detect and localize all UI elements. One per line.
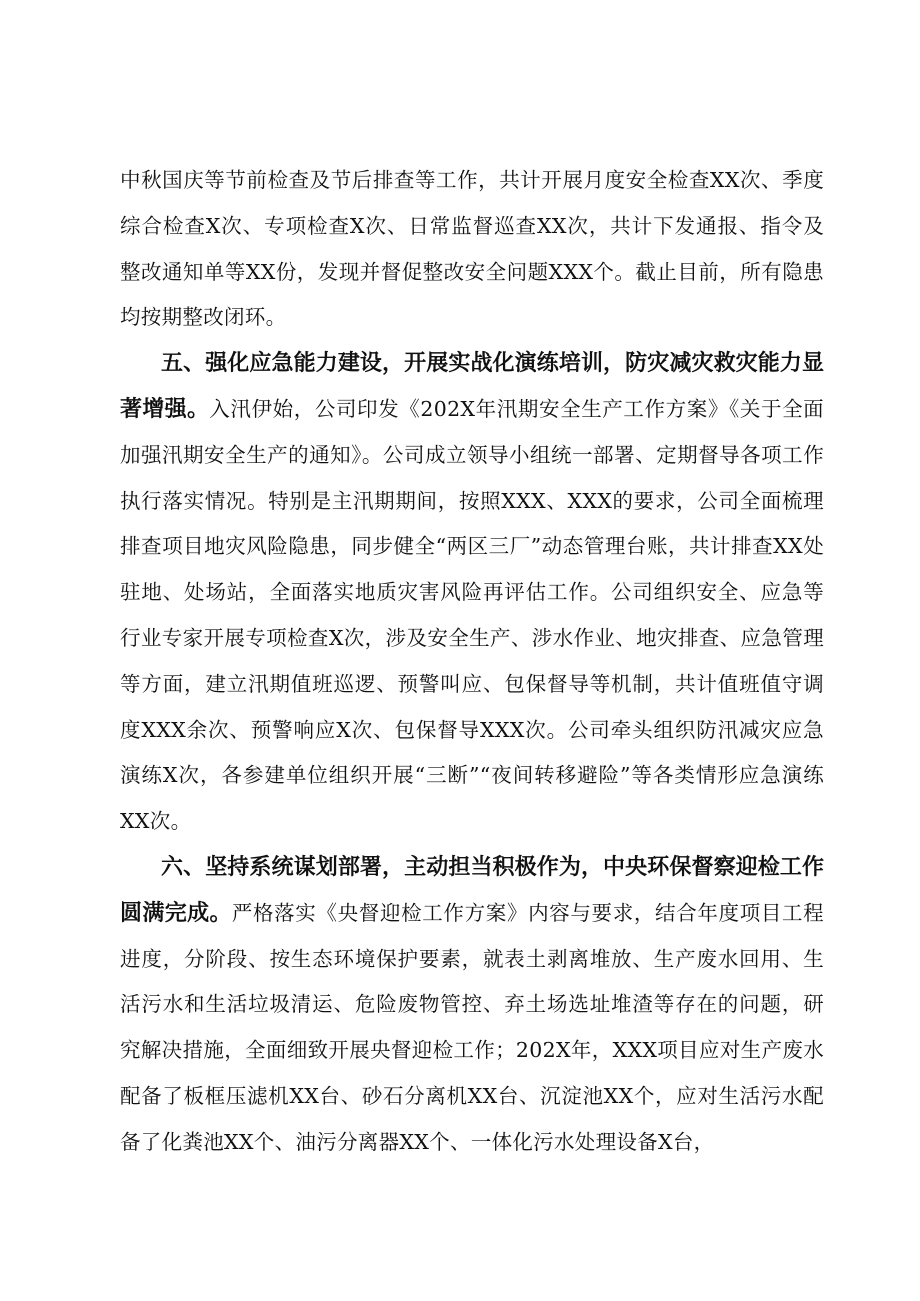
continuation-paragraph [120, 158, 824, 341]
section-6-heading: 六、坚持系统谋划部署，主动担当积极作为，中央环保督察迎检工作圆满完成。 [120, 854, 824, 926]
document-body [120, 158, 824, 1166]
section-6-body: 严格落实《央督迎检工作方案》内容与要求，结合年度项目工程进度，分阶段、按生态环境保护要素，就表土剥离堆放、生产废水回用、生活污水和生活垃圾清运、危险废物管控、弃土场选址堆渣等存在的问题，研究解决措施，全面细致开展央督迎检工作；202X年，XXX项目应对生产废水配备了板框压滤机XX台、砂石分离机XX台、沉淀池XX个，应对生活污水配备了化粪池XX个、油污分离器XX个、一体化污水处理设备X台， [120, 900, 824, 1154]
section-5-paragraph [120, 341, 824, 845]
section-5-heading: 五、强化应急能力建设，开展实战化演练培训，防灾减灾救灾能力显著增强。 [120, 351, 824, 422]
continuation-text: 中秋国庆等节前检查及节后排查等工作，共计开展月度安全检查XX次、季度综合检查X次、专项检查X次、日常监督巡查XX次，共计下发通报、指令及整改通知单等XX份，发现并督促整改安全问题XXX个。截止目前，所有隐患均按期整改闭环。 [120, 168, 824, 330]
section-5-body: 入汛伊始，公司印发《202X年汛期安全生产工作方案》《关于全面加强汛期安全生产的通知》。公司成立领导小组统一部署、定期督导各项工作执行落实情况。特别是主汛期期间，按照XXX、XXX的要求，公司全面梳理排查项目地灾风险隐患，同步健全“两区三厂”动态管理台账，共计排查XX处驻地、处场站，全面落实地质灾害风险再评估工作。公司组织安全、应急等行业专家开展专项检查X次，涉及安全生产、涉水作业、地灾排查、应急管理等方面，建立汛期值班巡逻、预警叫应、包保督导等机制，共计值班值守调度XXX余次、预警响应X次、包保督导XXX次。公司牵头组织防汛减灾应急演练X次，各参建单位组织开展“三断”“夜间转移避险”等各类情形应急演练XX次。 [120, 396, 824, 834]
section-6-paragraph [120, 845, 824, 1166]
